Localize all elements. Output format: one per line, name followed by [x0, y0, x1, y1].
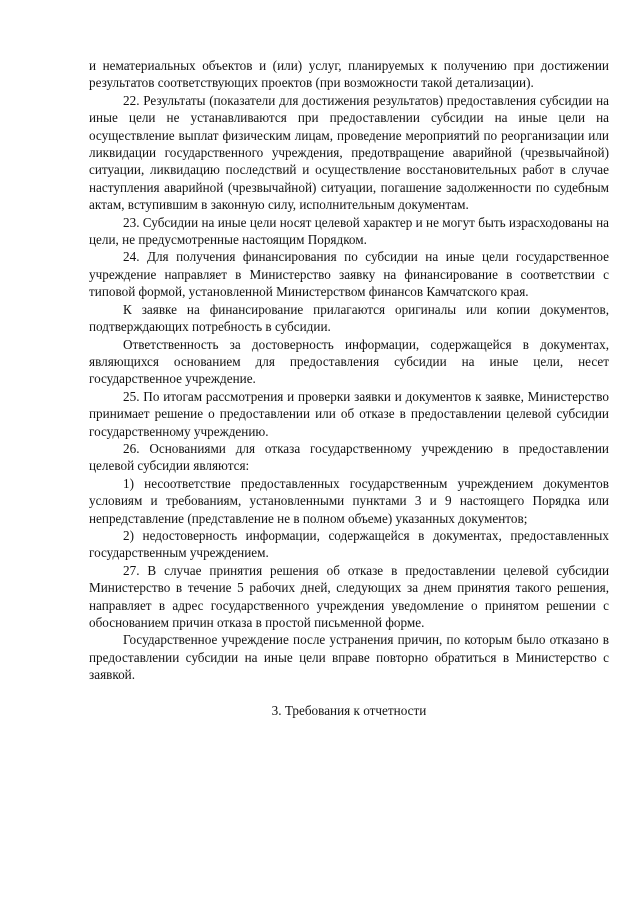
paragraph-26-item-2: 2) недостоверность информации, содержащейся в документах, предоставленных государственным учреждением. — [89, 527, 609, 561]
paragraph-26-item-1: 1) несоответствие предоставленных государственным учреждением документов условиям и требованиям, установленными пунктами 3 и 9 настоящего Порядка или непредставление (представление не в полном объеме) указанных документов; — [89, 475, 609, 526]
paragraph-27-resubmission: Государственное учреждение после устранения причин, по которым было отказано в предоставлении субсидии на иные цели вправе повторно обратиться в Министерство с заявкой. — [89, 632, 609, 683]
paragraph-27: 27. В случае принятия решения об отказе в предоставлении целевой субсидии Министерство в течение 5 рабочих дней, следующих за днем принятия такого решения, направляет в адрес государственного учреждения уведомление о принятом решении с обоснованием причин отказа в простой письменной форме. — [89, 562, 609, 630]
section-heading: 3. Требования к отчетности — [271, 702, 427, 718]
paragraph-continuation: и нематериальных объектов и (или) услуг, планируемых к получению при достижении результатов соответствующих проектов (при возможности такой детализации). — [89, 58, 609, 91]
paragraph-25: 25. По итогам рассмотрения и проверки заявки и документов к заявке, Министерство принимает решение о предоставлении или об отказе в предоставлении целевой субсидии государственному учреждению. — [89, 388, 609, 439]
paragraph-23: 23. Субсидии на иные цели носят целевой характер и не могут быть израсходованы на цели, не предусмотренные настоящим Порядком. — [89, 214, 609, 248]
paragraph-24-responsibility: Ответственность за достоверность информации, содержащейся в документах, являющихся основанием для предоставления субсидии на иные цели, несет государственное учреждение. — [89, 336, 609, 387]
paragraph-26: 26. Основаниями для отказа государственному учреждению в предоставлении целевой субсидии являются: — [89, 440, 609, 474]
paragraph-24-attachments: К заявке на финансирование прилагаются оригиналы или копии документов, подтверждающих потребность в субсидии. — [89, 301, 609, 335]
paragraph-22: 22. Результаты (показатели для достижения результатов) предоставления субсидии на иные цели не устанавливаются при предоставлении субсидии на иные цели на осуществление выплат физическим лицам, проведение мероприятий по реорганизации или ликвидации государственного учреждения, предотвращение аварийной (чрезвычайной) ситуации, ликвидацию последствий и осуществление восстановительных работ в случае наступления аварийной (чрезвычайной) ситуации, погашение задолженности по судебным актам, вступившим в законную силу, исполнительным документам. — [89, 92, 609, 213]
document-page — [89, 57, 609, 719]
paragraph-24: 24. Для получения финансирования по субсидии на иные цели государственное учреждение направляет в Министерство заявку на финансирование в соответствии с типовой формой, установленной Министерством финансов Камчатского края. — [89, 249, 609, 300]
